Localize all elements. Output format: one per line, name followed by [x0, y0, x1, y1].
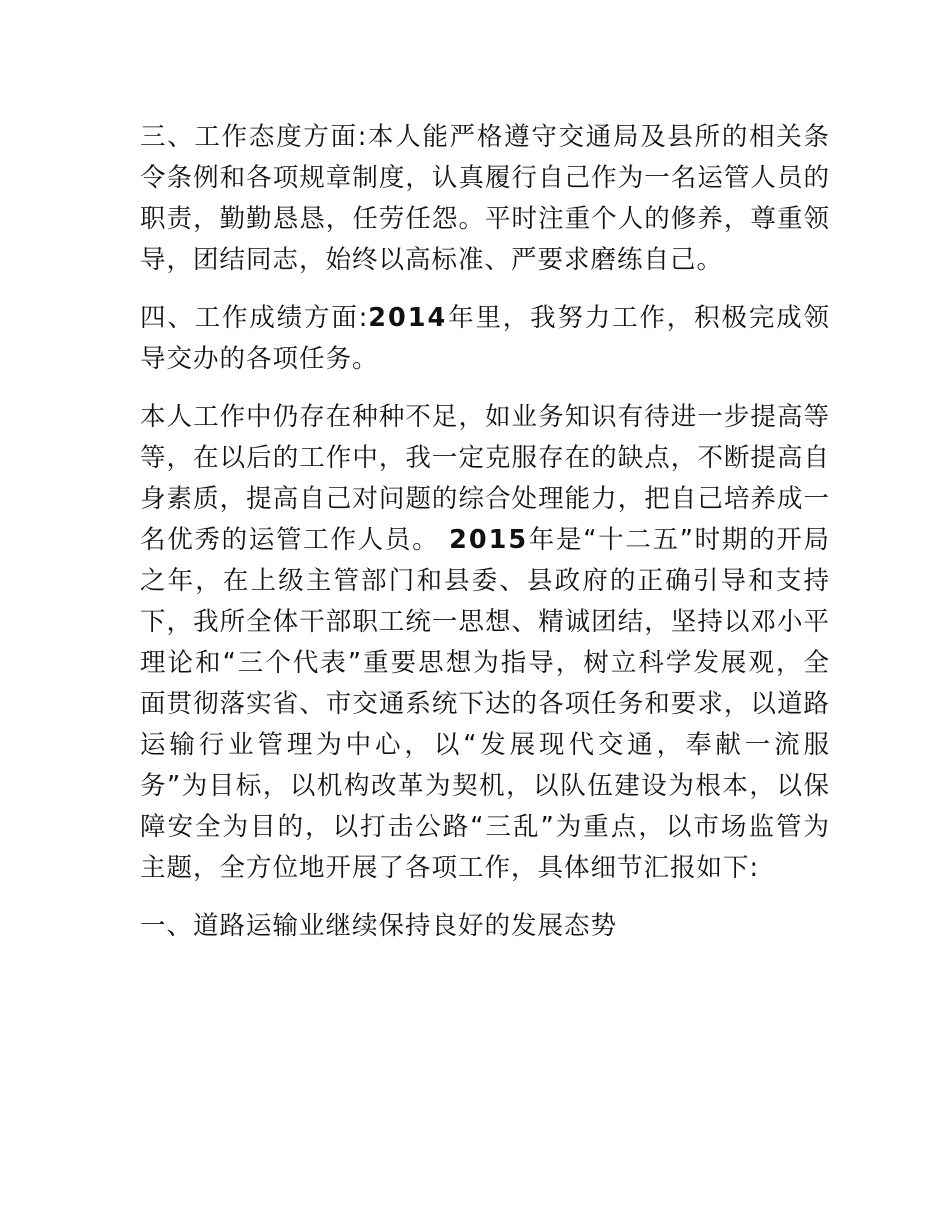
heading-text: 一、道路运输业继续保持良好的发展态势: [140, 911, 618, 941]
year-number: 2014: [368, 303, 448, 333]
paragraph-work-achievement: [140, 298, 830, 380]
paragraph-lead: 四、工作成绩方面:: [140, 303, 369, 333]
paragraph-text: 三、工作态度方面:本人能严格遵守交通局及县所的相关条令条例和各项规章制度，认真履行自己作为一名运管人员的职责，勤勤恳恳，任劳任怨。平时注重个人的修养，尊重领导，团结同志，始终以高标准、严要求磨练自己。: [140, 122, 830, 275]
paragraph-tail: 年是“十二五”时期的开局之年，在上级主管部门和县委、县政府的正确引导和支持下，我所全体干部职工统一思想、精诚团结，坚持以邓小平理论和“三个代表”重要思想为指导，树立科学发展观，全面贯彻落实省、市交通系统下达的各项任务和要求，以道路运输行业管理为中心，以“发展现代交通，奉献一流服务”为目标，以机构改革为契机，以队伍建设为根本，以保障安全为目的，以打击公路“三乱”为重点，以市场监管为主题，全方位地开展了各项工作，具体细节汇报如下:: [140, 525, 830, 883]
year-number: 2015: [449, 525, 529, 555]
section-heading-road-transport: [140, 906, 830, 947]
paragraph-lead: 本人工作中仍存在种种不足，如业务知识有待进一步提高等等，在以后的工作中，我一定克服存在的缺点，不断提高自身素质，提高自己对问题的综合处理能力，把自己培养成一名优秀的运管工作人员。: [140, 402, 830, 555]
paragraph-work-attitude: [140, 117, 830, 281]
paragraph-shortcomings-and-summary: [140, 397, 830, 889]
paragraph-tail: 年里，我努力工作，积极完成领导交办的各项任务。: [140, 303, 830, 374]
document-body: [140, 117, 830, 964]
